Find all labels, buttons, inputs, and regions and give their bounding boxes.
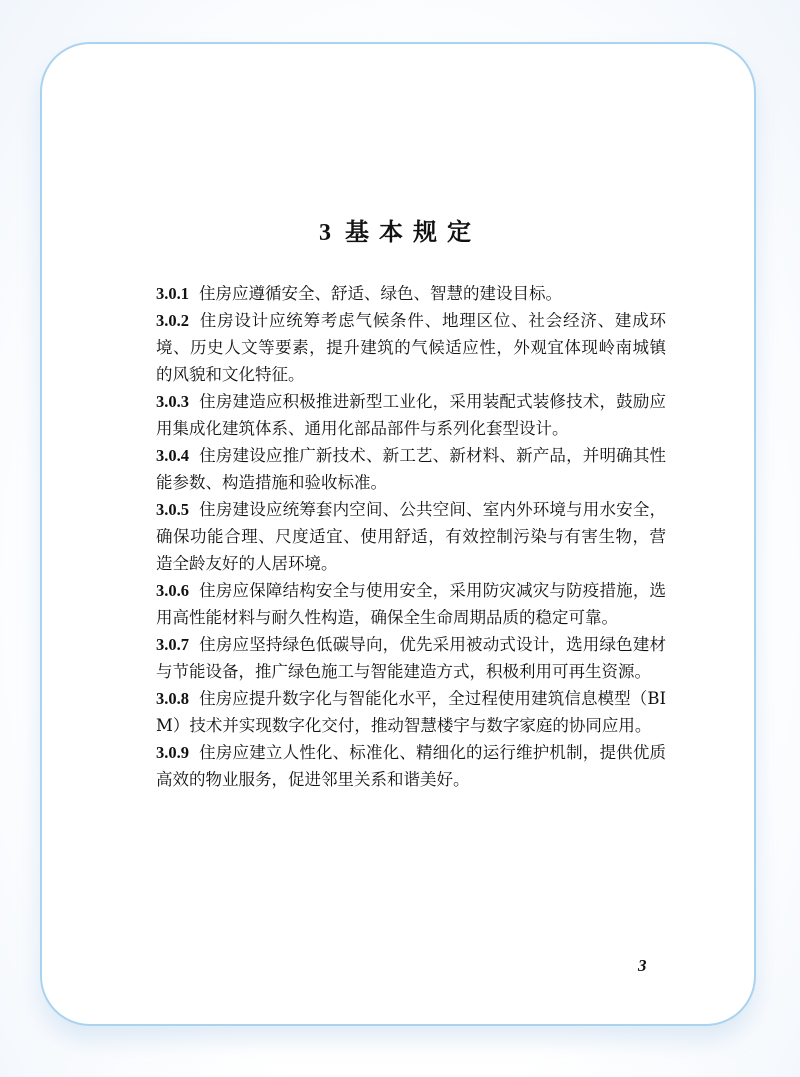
section-number: 3	[319, 220, 331, 246]
clause-list	[156, 280, 666, 793]
clause-id: 3.0.5	[156, 500, 189, 519]
clause-3-0-6	[156, 577, 666, 631]
clause-text: 住房建设应统筹套内空间、公共空间、室内外环境与用水安全，确保功能合理、尺度适宜、使用舒适，有效控制污染与有害生物，营造全龄友好的人居环境。	[156, 500, 666, 573]
clause-3-0-4	[156, 442, 666, 496]
clause-text: 住房应保障结构安全与使用安全，采用防灾减灾与防疫措施，选用高性能材料与耐久性构造，确保全生命周期品质的稳定可靠。	[156, 581, 666, 627]
section-heading	[42, 212, 758, 247]
clause-text: 住房应遵循安全、舒适、绿色、智慧的建设目标。	[199, 284, 562, 303]
clause-id: 3.0.8	[156, 689, 189, 708]
clause-id: 3.0.1	[156, 284, 189, 303]
section-title: 基本规定	[345, 217, 481, 246]
clause-text: 住房设计应统筹考虑气候条件、地理区位、社会经济、建成环境、历史人文等要素，提升建筑的气候适应性，外观宜体现岭南城镇的风貌和文化特征。	[156, 311, 666, 384]
clause-id: 3.0.3	[156, 392, 189, 411]
clause-3-0-7	[156, 631, 666, 685]
clause-3-0-8	[156, 685, 666, 739]
page-number: 3	[638, 956, 647, 975]
clause-text: 住房应建立人性化、标准化、精细化的运行维护机制，提供优质高效的物业服务，促进邻里关系和谐美好。	[156, 743, 666, 789]
clause-id: 3.0.4	[156, 446, 189, 465]
clause-id: 3.0.6	[156, 581, 189, 600]
clause-3-0-9	[156, 739, 666, 793]
clause-id: 3.0.9	[156, 743, 189, 762]
clause-3-0-2	[156, 307, 666, 388]
clause-text: 住房应坚持绿色低碳导向，优先采用被动式设计，选用绿色建材与节能设备，推广绿色施工与智能建造方式，积极利用可再生资源。	[156, 635, 666, 681]
clause-text: 住房应提升数字化与智能化水平，全过程使用建筑信息模型（BIM）技术并实现数字化交付，推动智慧楼宇与数字家庭的协同应用。	[156, 689, 666, 735]
clause-id: 3.0.7	[156, 635, 189, 654]
clause-3-0-1	[156, 280, 666, 307]
clause-3-0-5	[156, 496, 666, 577]
clause-3-0-3	[156, 388, 666, 442]
document-page	[40, 42, 756, 1026]
clause-text: 住房建造应积极推进新型工业化，采用装配式装修技术，鼓励应用集成化建筑体系、通用化部品部件与系列化套型设计。	[156, 392, 666, 438]
clause-id: 3.0.2	[156, 311, 189, 330]
clause-text: 住房建设应推广新技术、新工艺、新材料、新产品，并明确其性能参数、构造措施和验收标准。	[156, 446, 666, 492]
